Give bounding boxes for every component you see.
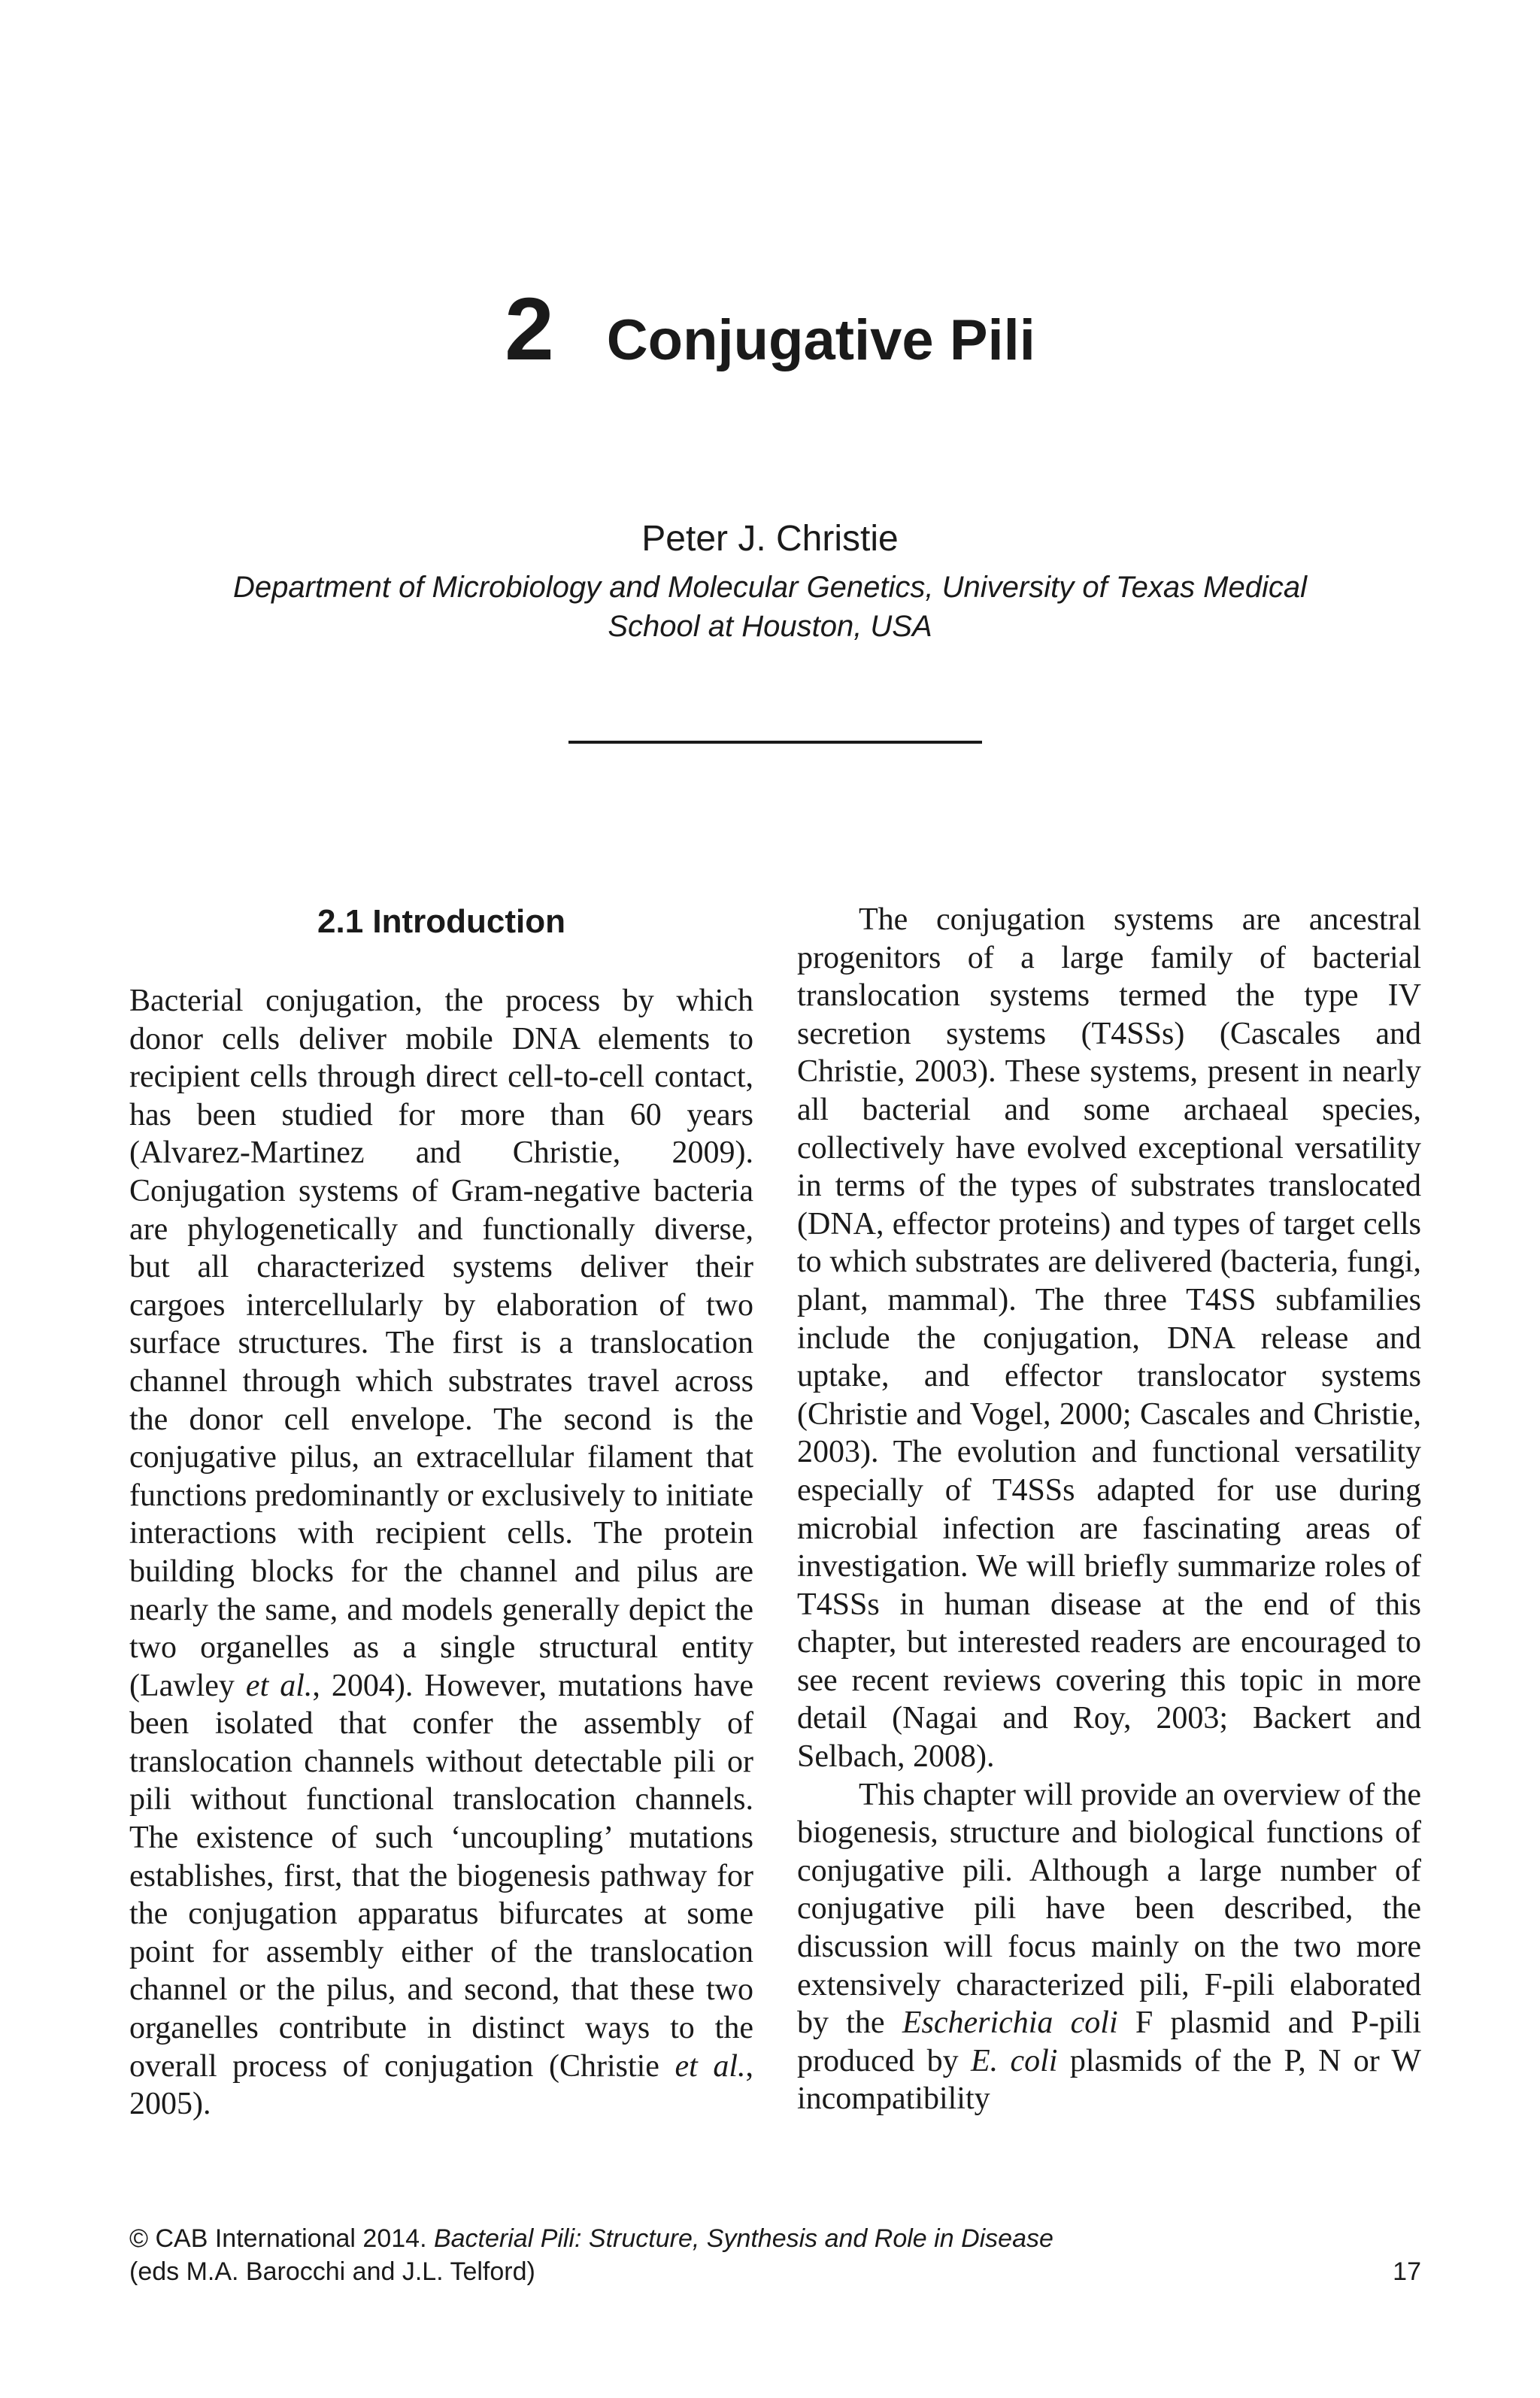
text-run: , 2004). However, mutations have been isolated that confer the assembly of translocation channels without detectable pili or pili without functional translocation channels. The existence of such ‘uncoupling’ mutations establishes, first, that the biogenesis pathway for the conjugation apparatus bifurcates at some point for assembly either of the translocation channel or the pilus, and second, that these two organelles contribute in distinct ways to the overall process of conjugation (Christie [129,1668,753,2084]
intro-paragraph-3 [797,1776,1421,2118]
author-name: Peter J. Christie [641,519,899,559]
intro-paragraph-2: The conjugation systems are ancestral progenitors of a large family of bacterial translocation systems termed the type IV secretion systems (T4SSs) (Cascales and Christie, 2003). These systems, present in nearly all bacterial and some archaeal species, collectively have evolved exceptional versatility in terms of the types of substrates translocated (DNA, effector proteins) and types of target cells to which substrates are delivered (bacteria, fungi, plant, mammal). The three T4SS subfamilies include the conjugation, DNA release and uptake, and effector translocator systems (Christie and Vogel, 2000; Cascales and Christie, 2003). The evolution and functional versatility especially of T4SSs adapted for use during microbial infection are fascinating areas of investigation. We will briefly summarize roles of T4SSs in human disease at the end of this chapter, but interested readers are encouraged to see recent reviews covering this topic in more detail (Nagai and Roy, 2003; Backert and Selbach, 2008). [797,902,1421,1775]
species-name: Escherichia coli [902,2005,1118,2041]
author-block [120,515,1420,646]
chapter-heading [0,278,1540,380]
right-column [797,901,1421,2118]
chapter-number: 2 [505,280,554,379]
page-number: 17 [1393,2257,1421,2286]
chapter-title: Conjugative Pili [606,308,1035,372]
page-footer [129,2222,1421,2288]
text-run: This chapter will provide an overview of the biogenesis, structure and biological functions of conjugative pili. Although a large number of conjugative pili have been described, the discussion will focus mainly on the two more extensively characterized pili, F-pili elaborated by the [797,1777,1421,2041]
text-run: F plasmid and P-pili produced by [797,2005,1421,2078]
book-title: Bacterial Pili: Structure, Synthesis and Role in Disease [433,2224,1053,2253]
copyright-text: © CAB International 2014. [129,2224,434,2253]
intro-paragraph-1 [129,982,753,2124]
text-run: plasmids of the P, N or W incompatibility [797,2043,1421,2117]
left-column [129,901,753,2124]
affiliation-line-1: Department of Microbiology and Molecular Genetics, University of Texas Medical [232,571,1308,604]
et-al-citation: et al. [245,1668,313,1703]
species-name: E. coli [970,2043,1058,2078]
separator-rule [568,741,982,744]
text-run: , 2005). [129,2048,753,2122]
text-run: Bacterial conjugation, the process by which donor cells deliver mobile DNA elements to recipient cells through direct cell-to-cell contact, has been studied for more than 60 years (Alvarez-Martinez and Christie, 2009). Conjugation systems of Gram-negative bacteria are phylogenetically and functionally diverse, but all characterized systems deliver their cargoes intercellularly by elaboration of two surface structures. The first is a translocation channel through which substrates travel across the donor cell envelope. The second is the conjugative pilus, an extracellular filament that functions predominantly or exclusively to initiate interactions with recipient cells. The protein building blocks for the channel and pilus are nearly the same, and models generally depict the two organelles as a single structural entity (Lawley [129,984,753,1703]
et-al-citation: et al. [675,2048,746,2084]
author-affiliation [120,568,1420,646]
footer-editors: (eds M.A. Barocchi and J.L. Telford) [129,2257,535,2286]
affiliation-line-2: School at Houston, USA [608,610,932,643]
section-heading: 2.1 Introduction [317,903,565,940]
footer-copyright-line [129,2222,1421,2255]
